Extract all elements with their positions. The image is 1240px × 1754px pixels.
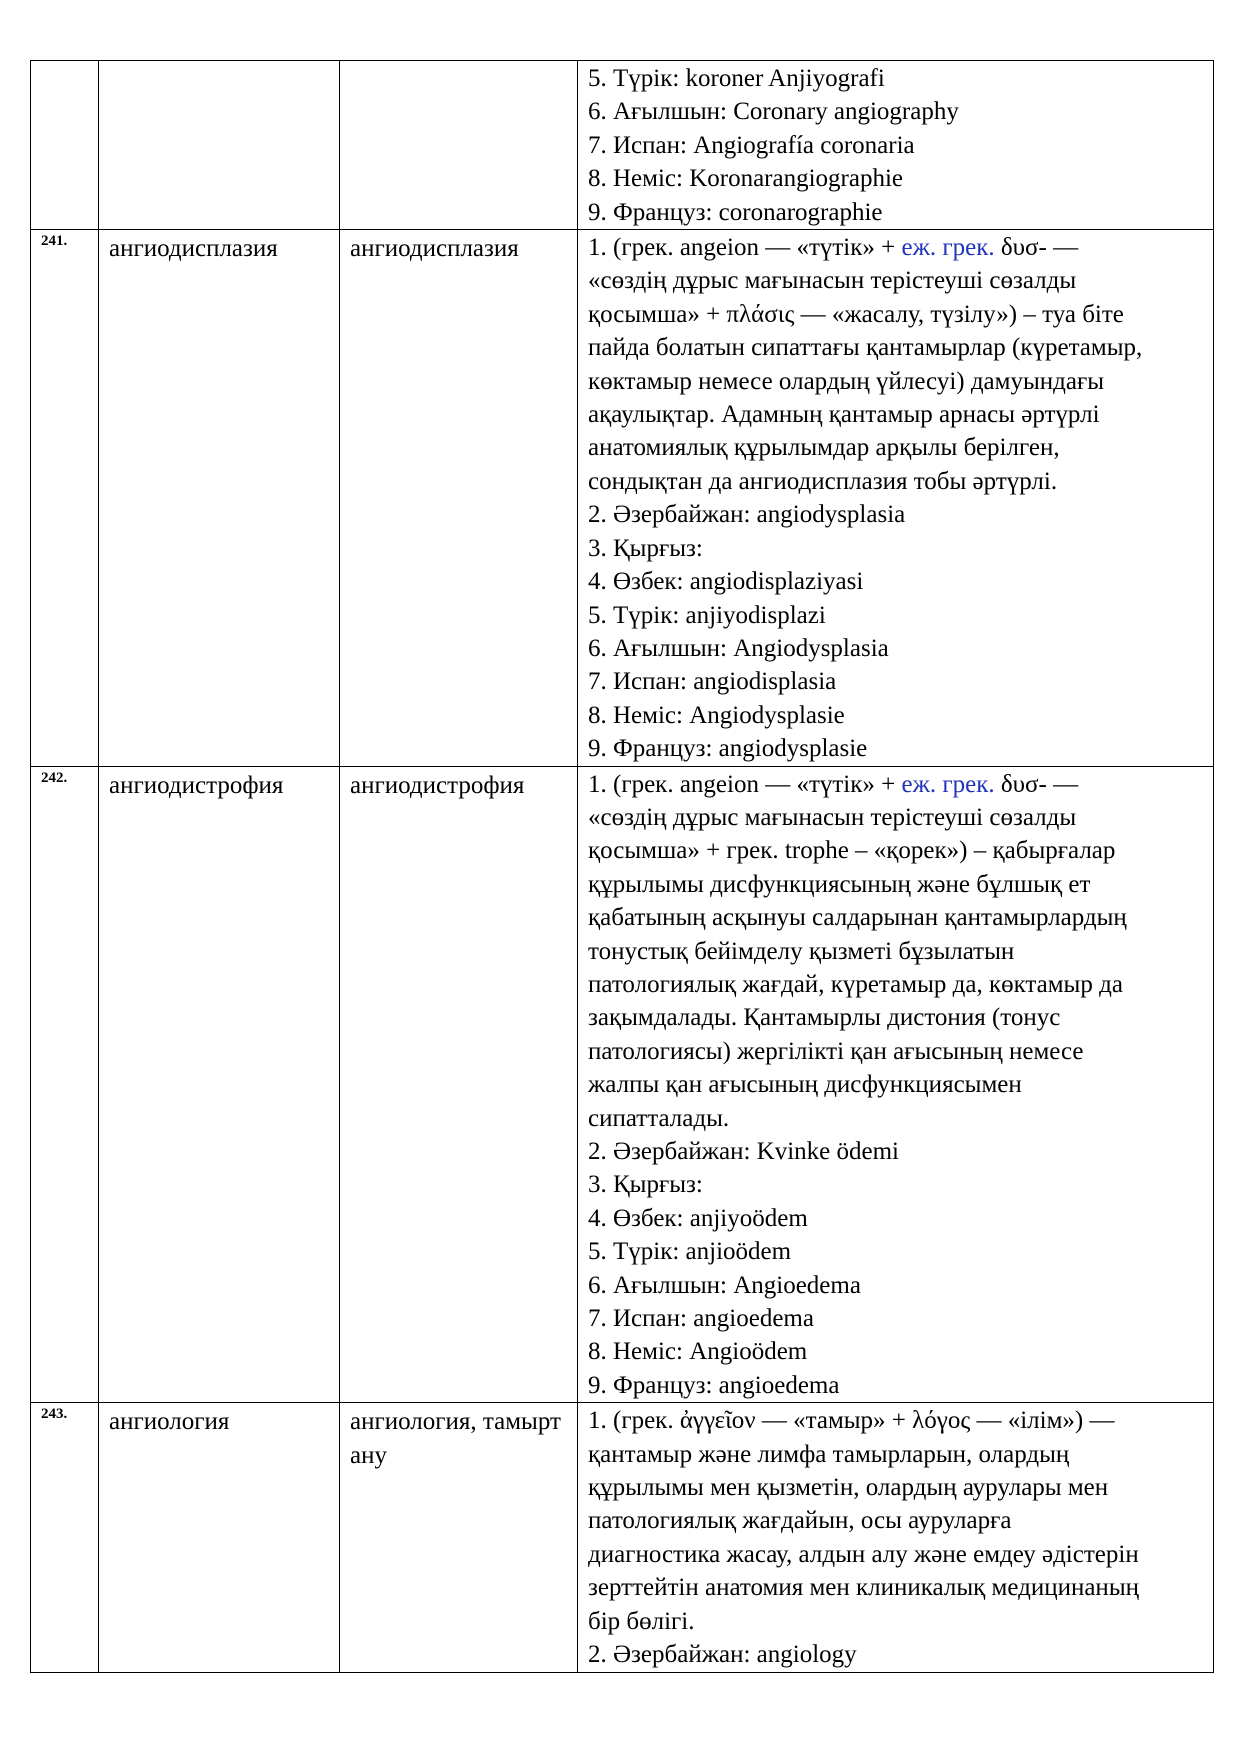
definition-line: 2. Әзербайжан: angiology bbox=[588, 1641, 857, 1669]
definition-line: патологиясы) жергілікті қан ағысының немесе bbox=[588, 1037, 1084, 1065]
definition-line: 8. Неміс: Angioödem bbox=[588, 1338, 808, 1366]
definition-line bbox=[588, 768, 1203, 801]
definition-line bbox=[588, 231, 1203, 264]
definition-line: патологиялық жағдайын, осы ауруларға bbox=[588, 1507, 1012, 1535]
definition-line: сипатталады. bbox=[588, 1104, 730, 1132]
term-cell: ангиодисплазия bbox=[99, 230, 340, 767]
definition-line: 2. Әзербайжан: angiodysplasia bbox=[588, 501, 906, 529]
definition-line: 7. Испан: angiodisplasia bbox=[588, 668, 837, 696]
definition-line: 7. Испан: angioedema bbox=[588, 1305, 814, 1333]
definition-line: 6. Ағылшын: Angiodysplasia bbox=[588, 634, 889, 662]
definition-line: 7. Испан: Angiografía coronaria bbox=[588, 131, 915, 159]
definition-text: δυσ- — bbox=[994, 770, 1079, 798]
definition-cell bbox=[578, 766, 1214, 1403]
definition-line: анатомиялық құрылымдар арқылы берілген, bbox=[588, 434, 1060, 462]
definition-line: 4. Өзбек: anjiyoödem bbox=[588, 1204, 808, 1232]
definition-line: бір бөлігі. bbox=[588, 1607, 695, 1635]
definition-line: көктамыр немесе олардың үйлесуі) дамуындағы bbox=[588, 367, 1105, 395]
definition-line: 9. Француз: angiodysplasie bbox=[588, 735, 868, 763]
definition-line: 3. Қырғыз: bbox=[588, 534, 703, 562]
source-abbreviation: еж. грек. bbox=[901, 234, 995, 262]
definition-text: 1. (грек. angeion — «түтік» + bbox=[588, 234, 902, 262]
entry-number bbox=[31, 61, 99, 230]
table-body bbox=[31, 61, 1214, 1673]
definition-line: 3. Қырғыз: bbox=[588, 1171, 703, 1199]
terminology-table bbox=[30, 60, 1214, 1673]
definition-cell bbox=[578, 1403, 1214, 1672]
definition-line: қосымша» + πλάσις — «жасалу, түзілу») – туа біте bbox=[588, 300, 1124, 328]
term-kazakh-cell: ангиодисплазия bbox=[340, 230, 578, 767]
definition-line: тонустық бейімделу қызметі бұзылатын bbox=[588, 937, 1015, 965]
definition-line: 9. Француз: angioedema bbox=[588, 1371, 840, 1399]
definition-cell bbox=[578, 230, 1214, 767]
definition-line: қабатының асқынуы салдарынан қантамырлардың bbox=[588, 904, 1127, 932]
definition-line: 5. Түрік: anjioödem bbox=[588, 1238, 792, 1266]
definition-line: құрылымы дисфункциясының және бұлшық ет bbox=[588, 870, 1091, 898]
term-kazakh-cell: ангиология, тамыртану bbox=[340, 1403, 578, 1672]
definition-line: пайда болатын сипаттағы қантамырлар (күретамыр, bbox=[588, 334, 1143, 362]
definition-line: «сөздің дұрыс мағынасын терістеуші сөзалды bbox=[588, 803, 1077, 831]
definition-line: диагностика жасау, алдын алу және емдеу әдістерін bbox=[588, 1540, 1139, 1568]
definition-line: 8. Неміс: Koronarangiographie bbox=[588, 165, 904, 193]
entry-number: 243. bbox=[31, 1403, 99, 1672]
source-abbreviation: еж. грек. bbox=[901, 770, 995, 798]
table-row bbox=[31, 766, 1214, 1403]
definition-line: 8. Неміс: Angiodysplasie bbox=[588, 701, 845, 729]
definition-line: сондықтан да ангиодисплазия тобы әртүрлі. bbox=[588, 467, 1058, 495]
definition-line: ақаулықтар. Адамның қантамыр арнасы әртүрлі bbox=[588, 401, 1100, 429]
definition-line: 4. Өзбек: angiodisplaziyasi bbox=[588, 568, 864, 596]
entry-number: 242. bbox=[31, 766, 99, 1403]
definition-line: «сөздің дұрыс мағынасын терістеуші сөзалды bbox=[588, 267, 1077, 295]
definition-line: 2. Әзербайжан: Kvinke ödemi bbox=[588, 1138, 899, 1165]
definition-line: патологиялық жағдай, күретамыр да, көктамыр да bbox=[588, 970, 1123, 998]
entry-number: 241. bbox=[31, 230, 99, 767]
table-row bbox=[31, 230, 1214, 767]
definition-line: зерттейтін анатомия мен клиникалық медицинаның bbox=[588, 1574, 1139, 1602]
definition-line: қосымша» + грек. trophe – «қорек») – қабырғалар bbox=[588, 837, 1116, 865]
definition-line: зақымдалады. Қантамырлы дистония (тонус bbox=[588, 1004, 1061, 1032]
definition-line: 1. (грек. ἀγγεῖον — «тамыр» + λόγος — «ілім») — bbox=[588, 1407, 1115, 1435]
table-row bbox=[31, 61, 1214, 230]
definition-line: жалпы қан ағысының дисфункциясымен bbox=[588, 1071, 1022, 1099]
term-kazakh-cell: ангиодистрофия bbox=[340, 766, 578, 1403]
definition-line: 6. Ағылшын: Angioedema bbox=[588, 1271, 861, 1299]
definition-line: 9. Француз: coronarographie bbox=[588, 198, 883, 226]
definition-line: құрылымы мен қызметін, олардың аурулары мен bbox=[588, 1474, 1109, 1502]
term-cell: ангиодистрофия bbox=[99, 766, 340, 1403]
definition-cell bbox=[578, 61, 1214, 230]
definition-text: δυσ- — bbox=[994, 234, 1079, 262]
term-kazakh-cell bbox=[340, 61, 578, 230]
term-cell bbox=[99, 61, 340, 230]
definition-line: 5. Түрік: koroner Anjiyografi bbox=[588, 65, 885, 92]
table-row bbox=[31, 1403, 1214, 1672]
term-cell: ангиология bbox=[99, 1403, 340, 1672]
definition-line: қантамыр және лимфа тамырларын, олардың bbox=[588, 1440, 1070, 1468]
definition-text: 1. (грек. angeion — «түтік» + bbox=[588, 770, 902, 798]
definition-line: 6. Ағылшын: Coronary angiography bbox=[588, 98, 959, 126]
definition-line: 5. Түрік: anjiyodisplazi bbox=[588, 601, 826, 629]
